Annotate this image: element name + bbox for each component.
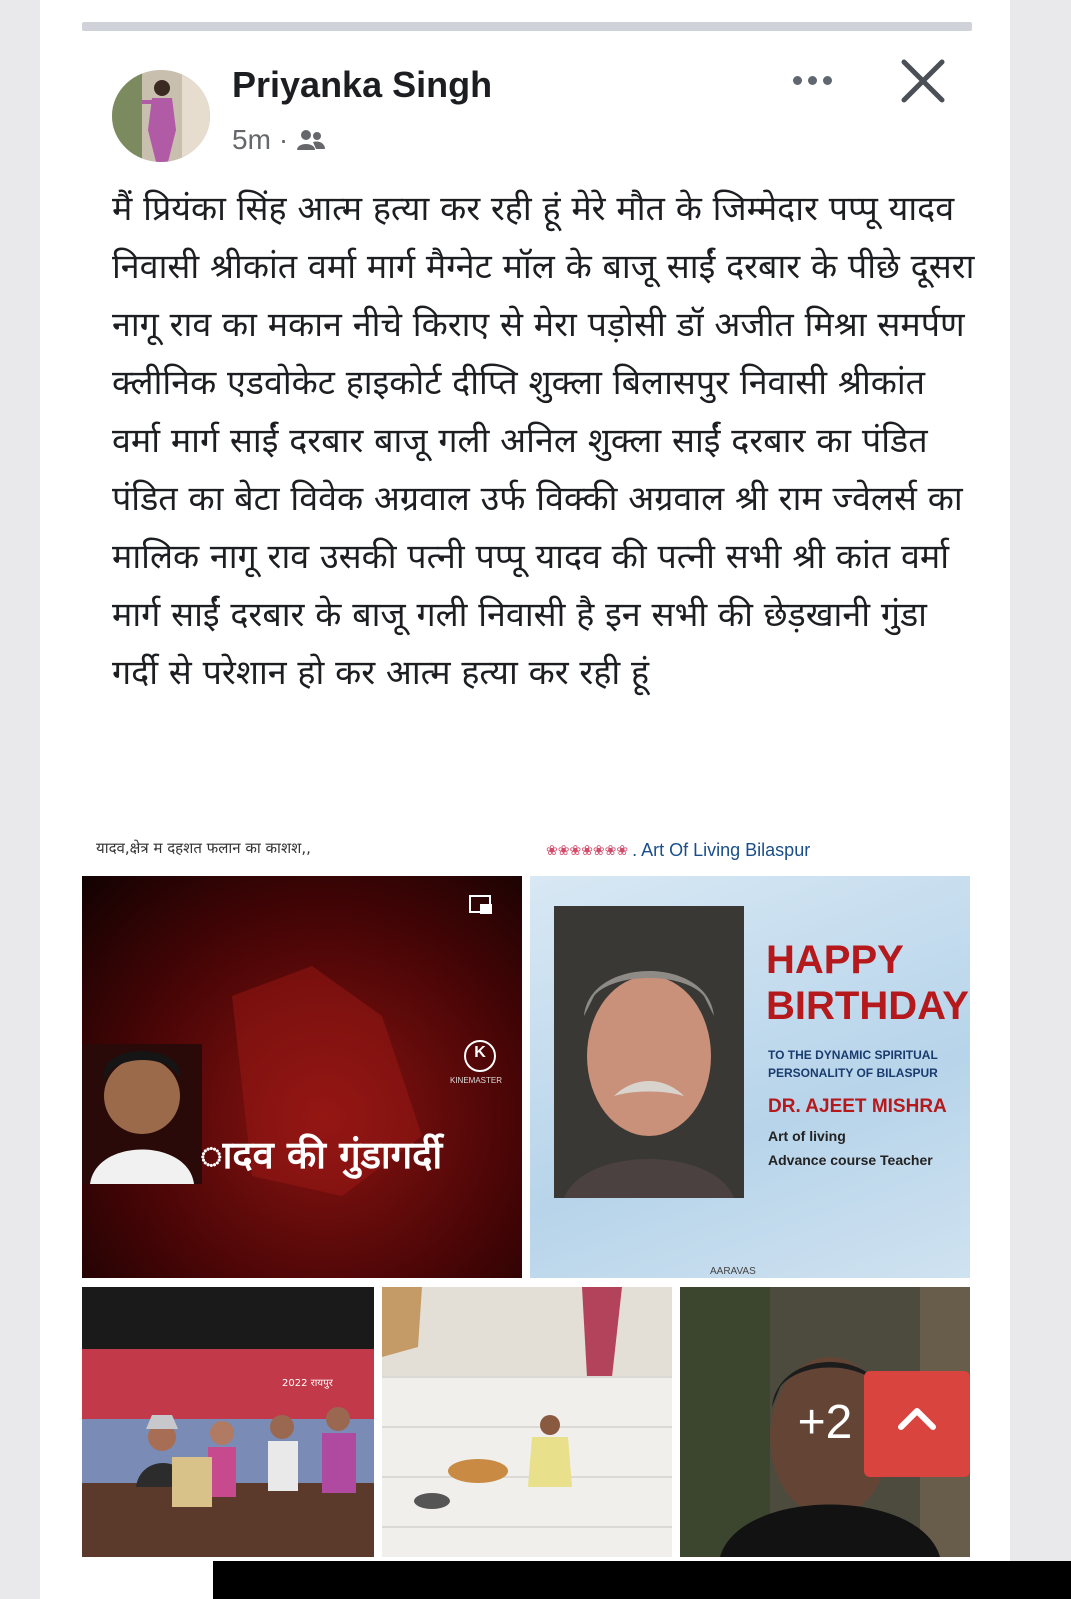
friends-icon xyxy=(296,128,326,152)
post-time[interactable]: 5m xyxy=(232,124,271,155)
close-icon[interactable] xyxy=(898,56,948,106)
gallery-caption-left: यादव,क्षेत्र म दहशत फलान का काशश,, xyxy=(96,839,311,857)
avatar-photo xyxy=(112,70,210,162)
avatar[interactable] xyxy=(112,70,210,162)
bottom-bar xyxy=(213,1561,1071,1599)
post-text: मैं प्रियंका सिंह आत्म हत्या कर रही हूं मेरे मौत के जिम्मेदार पप्पू यादव निवासी श्रीकांत वर्मा मार्ग मैग्नेट मॉल के बाजू साईं दरबार के पीछे दूसरा नागू राव का मकान नीचे किराए से मेरा पड़ोसी डॉ अजीत मिश्रा समर्पण क्लीनिक एडवोकेट हाइकोर्ट दीप्ति शुक्ला बिलासपुर निवासी श्रीकांत वर्मा मार्ग साईं दरबार बाजू गली अनिल शुक्ला साईं दरबार का पंडित पंडित का बेटा विवेक अग्रवाल उर्फ विक्की अग्रवाल श्री राम ज्वेलर्स का मालिक नागू राव उसकी पत्नी पप्पू यादव की पत्नी सभी श्री कांत वर्मा मार्ग साईं दरबार के बाजू गली निवासी है इन सभी की छेड़खानी गुंडा गर्दी से परेशान हो कर आत्म हत्या कर रही हूं xyxy=(112,189,975,693)
chevron-up-icon xyxy=(864,1371,970,1477)
birthday-subtitle-line2: PERSONALITY OF BILASPUR xyxy=(768,1066,938,1080)
more-photos-count[interactable]: +2 xyxy=(797,1395,853,1449)
kinemaster-letter: K xyxy=(474,1044,486,1061)
photo-tile-3[interactable] xyxy=(82,1287,374,1557)
birthday-name: DR. AJEET MISHRA xyxy=(768,1096,947,1117)
gallery-caption-right xyxy=(546,840,810,861)
gallery-caption-right-text: . Art Of Living Bilaspur xyxy=(632,840,811,860)
scroll-top-button[interactable] xyxy=(864,1371,970,1477)
photo-tile-4[interactable] xyxy=(382,1287,672,1557)
post-card xyxy=(40,0,1010,1599)
photo-tile-1[interactable] xyxy=(82,876,522,1278)
birthday-footer: AARAVAS xyxy=(710,1266,756,1277)
tile4-graphic xyxy=(382,1287,672,1557)
tile3-banner: 2022 रायपुर xyxy=(282,1378,333,1389)
portrait-graphic xyxy=(554,906,744,1198)
tile3-graphic xyxy=(82,1287,374,1557)
tile2-portrait xyxy=(554,906,744,1198)
photo-tile-2[interactable] xyxy=(530,876,970,1278)
flower-emojis: ❀❀❀❀❀❀❀ xyxy=(546,842,629,858)
birthday-subtitle-line1: TO THE DYNAMIC SPIRITUAL xyxy=(768,1048,938,1062)
author-name[interactable]: Priyanka Singh xyxy=(232,64,493,105)
birthday-title-line1: HAPPY xyxy=(766,938,904,982)
post-meta xyxy=(232,120,326,160)
top-divider xyxy=(82,22,972,31)
more-options-icon[interactable] xyxy=(782,60,842,100)
birthday-role-line2: Advance course Teacher xyxy=(768,1152,933,1168)
meta-separator: · xyxy=(278,124,289,155)
kinemaster-watermark: KINEMASTER xyxy=(450,1076,503,1085)
birthday-role-line1: Art of living xyxy=(768,1128,846,1144)
tile1-headline: ादव की गुंडागर्दी xyxy=(200,1133,443,1177)
birthday-title-line2: BIRTHDAY xyxy=(766,984,969,1028)
